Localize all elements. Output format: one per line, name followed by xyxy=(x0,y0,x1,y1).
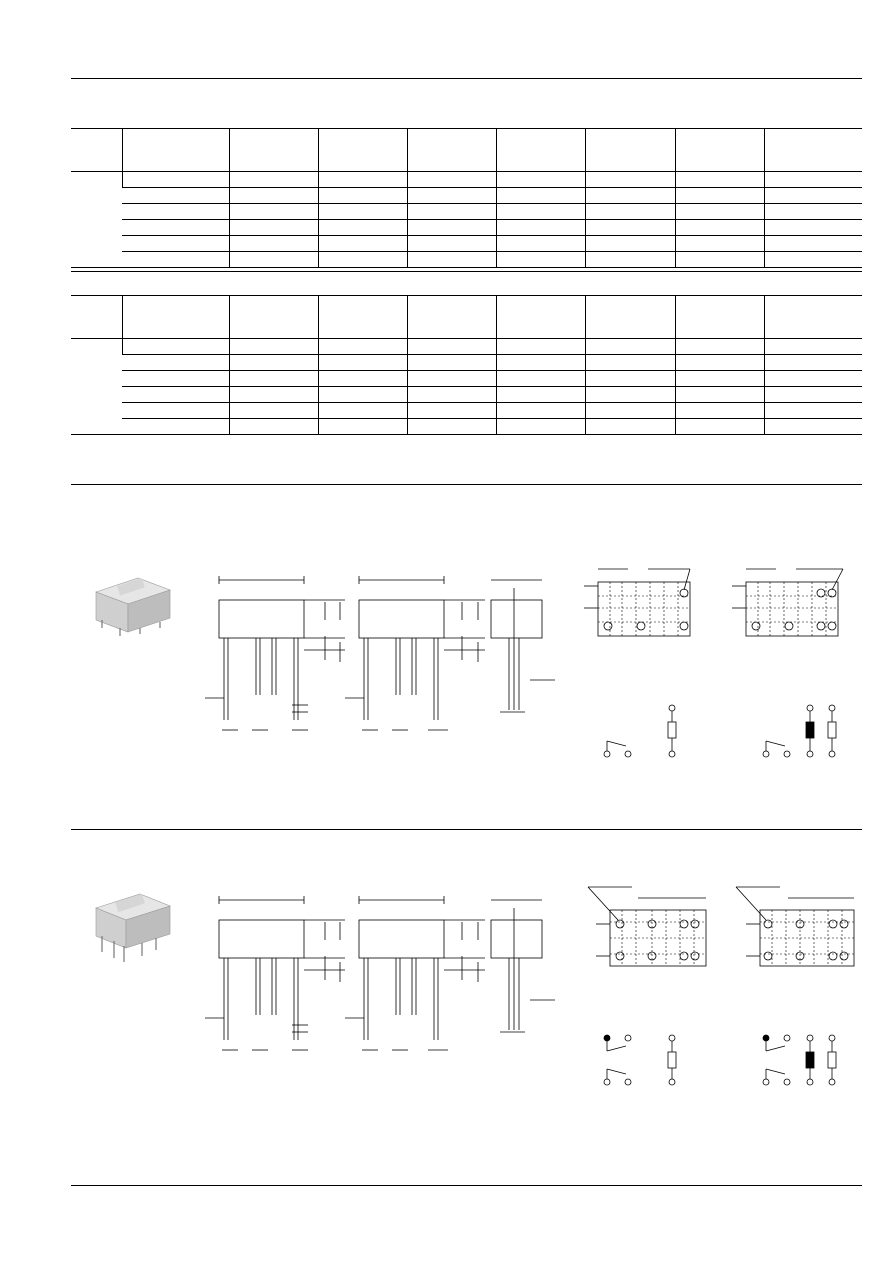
table-row xyxy=(71,172,862,188)
table-header-row xyxy=(71,296,862,339)
table-row xyxy=(71,204,862,220)
table-row xyxy=(71,188,862,204)
relay-photo xyxy=(90,570,180,640)
table-row xyxy=(71,419,862,435)
rating-table-2 xyxy=(71,295,862,435)
table-row xyxy=(71,371,862,387)
table-row xyxy=(71,387,862,403)
pcb-layout-diagram xyxy=(578,882,858,1092)
table-row xyxy=(71,403,862,419)
table-row xyxy=(71,220,862,236)
table-separator-rule xyxy=(71,271,862,272)
rating-table-1 xyxy=(71,128,862,268)
relay-photo xyxy=(90,888,180,966)
section-rule xyxy=(71,484,862,485)
table-row xyxy=(71,236,862,252)
table-row xyxy=(71,355,862,371)
dimension-drawing xyxy=(200,570,560,740)
pcb-layout-diagram xyxy=(578,560,858,765)
top-rule xyxy=(71,78,862,79)
section-rule xyxy=(71,829,862,830)
table-header-row xyxy=(71,129,862,172)
bottom-rule xyxy=(71,1185,862,1186)
dimension-drawing xyxy=(200,890,560,1060)
table-row xyxy=(71,252,862,268)
table-row xyxy=(71,339,862,355)
